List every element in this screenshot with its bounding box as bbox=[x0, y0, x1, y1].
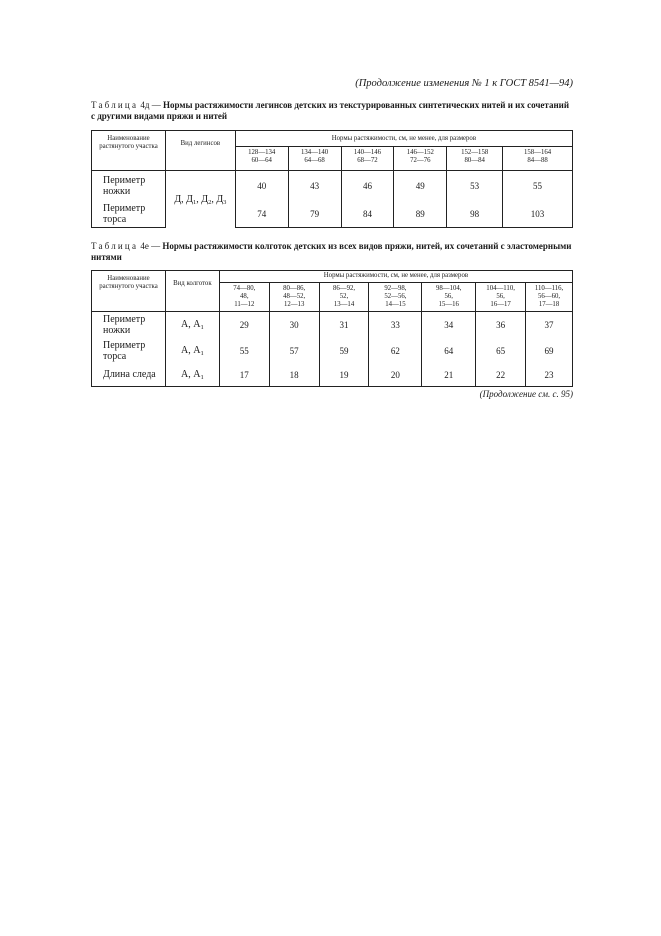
section-line: Периметр bbox=[103, 202, 146, 214]
size-line: 12—13 bbox=[283, 301, 305, 308]
value-cell: 23 bbox=[526, 364, 573, 387]
size-line: 72—76 bbox=[410, 157, 431, 164]
table-4d-caption-text: Нормы растяжимости легинсов детских из текстурированных синтетических нитей и их сочетаний с другими видами пряжи и нитей bbox=[91, 100, 570, 121]
size-line: 140—146 bbox=[353, 149, 382, 156]
table-4e-caption-text: Нормы растяжимости колготок детских из всех видов пряжи, нитей, их сочетаний с эластомерными нитями bbox=[91, 241, 572, 262]
size-line: 84—88 bbox=[527, 157, 548, 164]
size-line: 128—134 bbox=[248, 149, 276, 156]
size-line: 56, bbox=[496, 293, 505, 300]
table-4d-header-norms: Нормы растяжимости, см, не менее, для размеров bbox=[235, 131, 572, 147]
table-4d-header-kind: Вид легинсов bbox=[165, 131, 235, 171]
value-cell: 33 bbox=[369, 312, 422, 338]
size-line: 146—152 bbox=[406, 149, 434, 156]
page-continuation-footer: (Продолжение см. с. 95) bbox=[479, 389, 573, 399]
value-cell: 20 bbox=[369, 364, 422, 387]
value-cell: 29 bbox=[219, 312, 269, 338]
row-kind bbox=[165, 364, 219, 387]
page-continuation-header: (Продолжение изменения № 1 к ГОСТ 8541—94) bbox=[355, 78, 573, 89]
table-4d-header-section: Наименование растянутого участка bbox=[92, 131, 166, 171]
value-cell: 34 bbox=[422, 312, 476, 338]
table-4d-caption bbox=[91, 100, 573, 122]
value-cell: 65 bbox=[476, 338, 526, 364]
size-line: 52—56, bbox=[384, 293, 407, 300]
size-line: 14—15 bbox=[385, 301, 406, 308]
size-line: 11—12 bbox=[234, 301, 255, 308]
value-cell: 40 bbox=[235, 171, 288, 201]
size-line: 64—68 bbox=[304, 157, 325, 164]
table-4d-size-header bbox=[394, 147, 447, 171]
value-cell: 36 bbox=[476, 312, 526, 338]
size-line: 15—16 bbox=[438, 301, 459, 308]
row-section bbox=[92, 201, 166, 228]
kind-subscript: 1 bbox=[200, 350, 204, 357]
row-kind bbox=[165, 338, 219, 364]
value-cell: 103 bbox=[503, 201, 573, 228]
section-line: Периметр bbox=[103, 313, 146, 325]
size-line: 13—14 bbox=[333, 301, 355, 308]
kind-main: А, А bbox=[181, 345, 201, 356]
table-row bbox=[92, 364, 573, 387]
table-4d-caption-label: Таблица bbox=[91, 100, 139, 110]
kind-subscript: 3 bbox=[223, 198, 227, 206]
value-cell: 89 bbox=[394, 201, 447, 228]
table-4d-size-header bbox=[447, 147, 503, 171]
row-section bbox=[92, 171, 166, 201]
value-cell: 74 bbox=[235, 201, 288, 228]
table-4e-size-header bbox=[219, 283, 269, 312]
size-line: 158—164 bbox=[523, 149, 552, 156]
value-cell: 84 bbox=[341, 201, 394, 228]
value-cell: 62 bbox=[369, 338, 422, 364]
size-line: 56, bbox=[444, 293, 453, 300]
table-4d-size-header bbox=[341, 147, 394, 171]
size-line: 86—92, bbox=[332, 285, 356, 292]
size-line: 92—98, bbox=[384, 285, 407, 292]
value-cell: 59 bbox=[319, 338, 369, 364]
size-line: 60—64 bbox=[251, 157, 272, 164]
section-line: ножки bbox=[103, 324, 131, 336]
value-cell: 79 bbox=[288, 201, 341, 228]
size-line: 80—84 bbox=[464, 157, 485, 164]
section-line: ножки bbox=[103, 185, 131, 197]
section-line: Периметр bbox=[103, 339, 146, 351]
table-4e-header-norms: Нормы растяжимости, см, не менее, для размеров bbox=[219, 271, 572, 283]
section-line: Длина следа bbox=[103, 369, 156, 381]
table-4d-size-header bbox=[235, 147, 288, 171]
size-line: 56—60, bbox=[537, 293, 561, 300]
value-cell: 55 bbox=[503, 171, 573, 201]
section-line: торса bbox=[103, 350, 127, 362]
size-line: 52, bbox=[339, 293, 349, 300]
value-cell: 49 bbox=[394, 171, 447, 201]
row-kind: Д, $Д_1$, $Д_2$, $Д_3$ bbox=[165, 171, 235, 228]
size-line: 17—18 bbox=[538, 301, 560, 308]
table-4e-size-header bbox=[476, 283, 526, 312]
table-4e-caption-label: Таблица bbox=[91, 241, 139, 251]
table-row bbox=[92, 171, 573, 201]
kind-subscript: 1 bbox=[192, 198, 197, 206]
table-4e bbox=[91, 270, 573, 387]
size-line: 110—116, bbox=[534, 285, 564, 292]
row-kind bbox=[165, 312, 219, 338]
value-cell: 22 bbox=[476, 364, 526, 387]
value-cell: 30 bbox=[269, 312, 319, 338]
table-row bbox=[92, 338, 573, 364]
value-cell: 43 bbox=[288, 171, 341, 201]
value-cell: 19 bbox=[319, 364, 369, 387]
table-4d-size-header bbox=[288, 147, 341, 171]
table-4e-size-header bbox=[369, 283, 422, 312]
size-line: 104—110, bbox=[486, 285, 515, 292]
table-4e-caption-dash: — bbox=[148, 241, 163, 251]
kind-main: А, А bbox=[181, 319, 201, 331]
table-4e-size-header bbox=[269, 283, 319, 312]
table-4d bbox=[91, 130, 573, 228]
table-4e-header-kind: Вид колготок bbox=[165, 271, 219, 312]
kind-subscript: 2 bbox=[208, 198, 212, 206]
value-cell: 31 bbox=[319, 312, 369, 338]
table-4e-caption-number: 4е bbox=[140, 241, 149, 251]
section-line: Периметр bbox=[103, 174, 146, 186]
size-line: 48, bbox=[240, 293, 249, 300]
value-cell: 69 bbox=[526, 338, 573, 364]
table-4d-caption-dash: — bbox=[149, 100, 163, 110]
value-cell: 55 bbox=[219, 338, 269, 364]
value-cell: 98 bbox=[447, 201, 503, 228]
kind-main: А, А bbox=[181, 369, 201, 381]
row-section bbox=[92, 338, 166, 364]
kind-subscript: 1 bbox=[200, 374, 204, 382]
value-cell: 21 bbox=[422, 364, 476, 387]
value-cell: 17 bbox=[219, 364, 269, 387]
size-line: 74—80, bbox=[233, 285, 256, 292]
value-cell: 57 bbox=[269, 338, 319, 364]
value-cell: 37 bbox=[526, 312, 573, 338]
row-section bbox=[92, 364, 166, 387]
table-4e-size-header bbox=[422, 283, 476, 312]
value-cell: 46 bbox=[341, 171, 394, 201]
value-cell: 53 bbox=[447, 171, 503, 201]
value-cell: 64 bbox=[422, 338, 476, 364]
table-4e-size-header bbox=[526, 283, 573, 312]
table-4e-header-section: Наименование растянутого участка bbox=[92, 271, 166, 312]
table-row bbox=[92, 201, 573, 228]
size-line: 152—158 bbox=[461, 149, 489, 156]
size-line: 134—140 bbox=[300, 149, 329, 156]
kind-subscript: 1 bbox=[200, 324, 204, 332]
size-line: 48—52, bbox=[283, 293, 306, 300]
size-line: 16—17 bbox=[490, 301, 511, 308]
table-4d-size-header bbox=[503, 147, 573, 171]
table-4e-size-header bbox=[319, 283, 369, 312]
section-line: торса bbox=[103, 213, 127, 225]
size-line: 68—72 bbox=[357, 157, 378, 164]
value-cell: 18 bbox=[269, 364, 319, 387]
table-row bbox=[92, 312, 573, 338]
size-line: 98—104, bbox=[436, 285, 462, 292]
table-4d-caption-number: 4д bbox=[140, 100, 150, 110]
row-section bbox=[92, 312, 166, 338]
size-line: 80—86, bbox=[283, 285, 306, 292]
table-4e-caption bbox=[91, 241, 573, 263]
